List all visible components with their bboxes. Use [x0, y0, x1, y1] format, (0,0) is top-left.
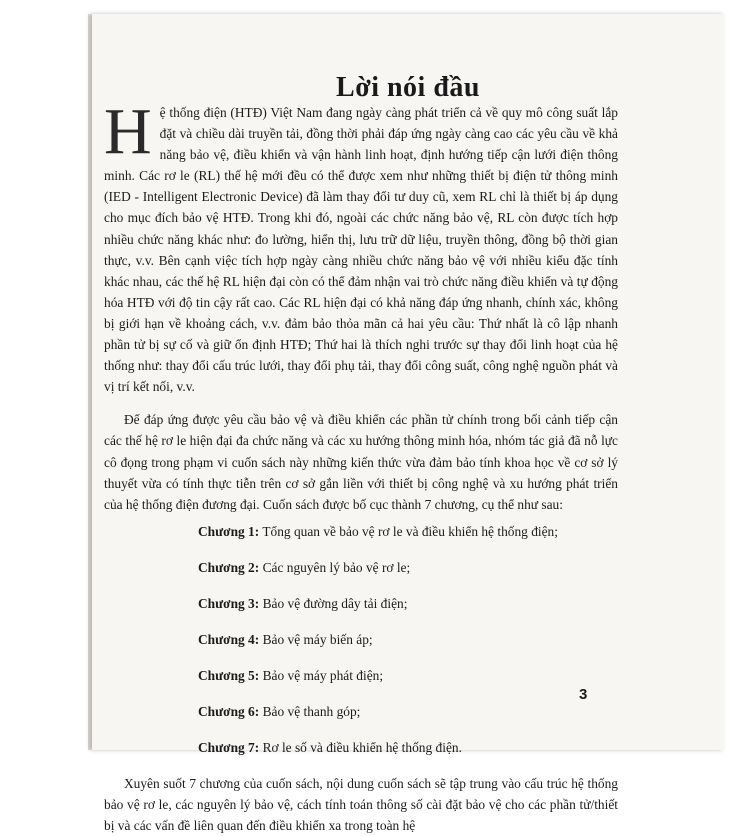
chapter-title: Bảo vệ máy biến áp; [262, 631, 373, 647]
page-title: Lời nói đầu [336, 72, 480, 103]
chapter-label: Chương 7: [198, 739, 260, 755]
chapter-label: Chương 3: [198, 595, 260, 611]
chapter-item [104, 665, 618, 701]
chapter-title: Bảo vệ máy phát điện; [262, 667, 384, 683]
chapter-item [104, 521, 618, 557]
chapter-item [104, 593, 618, 629]
chapter-title: Tổng quan về bảo vệ rơ le và điều khiển hệ thống điện; [262, 523, 558, 539]
chapter-title: Rơ le số và điều khiển hệ thống điện. [262, 739, 462, 755]
chapter-label: Chương 4: [198, 631, 260, 647]
intro-paragraph [104, 95, 618, 397]
intro-text: ệ thống điện (HTĐ) Việt Nam đang ngày càng phát triển cả về quy mô công suất lắp đặt và chiều dài truyền tải, đồng thời phải đáp ứng ngày càng cao các yêu cầu về khả năng bảo vệ, điều khiển và vận hành linh hoạt, định hướng tiếp cận lưới điện thông minh. Các rơ le (RL) thế hệ mới đều có thể được xem như những thiết bị điện tử thông minh (IED - Intelligent Electronic Device) đã làm thay đổi tư duy cũ, xem RL chỉ là thiết bị áp dụng cho mục đích bảo vệ HTĐ. Trong khi đó, ngoài các chức năng bảo vệ, RL còn được tích hợp nhiều chức năng khác như: đo lường, hiển thị, lưu trữ dữ liệu, truyền thông, đồng bộ thời gian thực, v.v. Bên cạnh việc tích hợp ngày càng nhiều chức năng bảo vệ với nhiều kiểu đặc tính khác nhau, các thế hệ RL hiện đại còn có thể đảm nhận vai trò chức năng điều khiển và tự động hóa HTĐ với độ tin cậy rất cao. Các RL hiện đại có khả năng đáp ứng nhanh, chính xác, không bị giới hạn về khoảng cách, v.v. đảm bảo thỏa mãn cả hai yêu cầu: Thứ nhất là cô lập nhanh phần tử bị sự cố và giữ ổn định HTĐ; Thứ hai là thích nghi trước sự thay đổi linh hoạt của hệ thống như: thay đổi cấu trúc lưới, thay đổi phụ tải, thay đổi công suất, công nghệ nguồn phát và vị trí kết nối, v.v. [104, 105, 618, 395]
chapter-item [104, 737, 618, 773]
chapter-title: Bảo vệ thanh góp; [262, 703, 361, 719]
chapter-label: Chương 2: [198, 559, 260, 575]
chapter-item [104, 701, 618, 737]
page-number: 3 [579, 686, 588, 703]
chapter-label: Chương 5: [198, 667, 260, 683]
chapter-title: Bảo vệ đường dây tải điện; [262, 595, 408, 611]
chapter-item [104, 629, 618, 665]
paragraph-2: Để đáp ứng được yêu cầu bảo vệ và điều khiển các phần tử chính trong bối cảnh tiếp cận các thế hệ rơ le hiện đại đa chức năng và các xu hướng thông minh hóa, nhóm tác giả đã nỗ lực cô đọng trong phạm vi cuốn sách này những kiến thức vừa đảm bảo tính khoa học về cơ sở lý thuyết vừa có tính thực tiễn trên cơ sở gắn liền với thiết bị công nghệ và xu hướng phát triển của hệ thống điện đương đại. Cuốn sách được bố cục thành 7 chương, cụ thể như sau: [104, 412, 618, 512]
paragraph-3: Xuyên suốt 7 chương của cuốn sách, nội dung cuốn sách sẽ tập trung vào cấu trúc hệ thống bảo vệ rơ le, các nguyên lý bảo vệ, cách tính toán thông số cài đặt bảo vệ cho các phần tử/thiết bị và các vấn đề liên quan đến điều khiển xa trong toàn hệ [104, 775, 618, 833]
drop-cap: H [104, 95, 152, 168]
chapter-item [104, 557, 618, 593]
chapter-list [104, 521, 618, 773]
page-body [104, 95, 618, 836]
chapter-title: Các nguyên lý bảo vệ rơ le; [262, 559, 411, 575]
chapter-label: Chương 6: [198, 703, 260, 719]
chapter-label: Chương 1: [198, 523, 260, 539]
